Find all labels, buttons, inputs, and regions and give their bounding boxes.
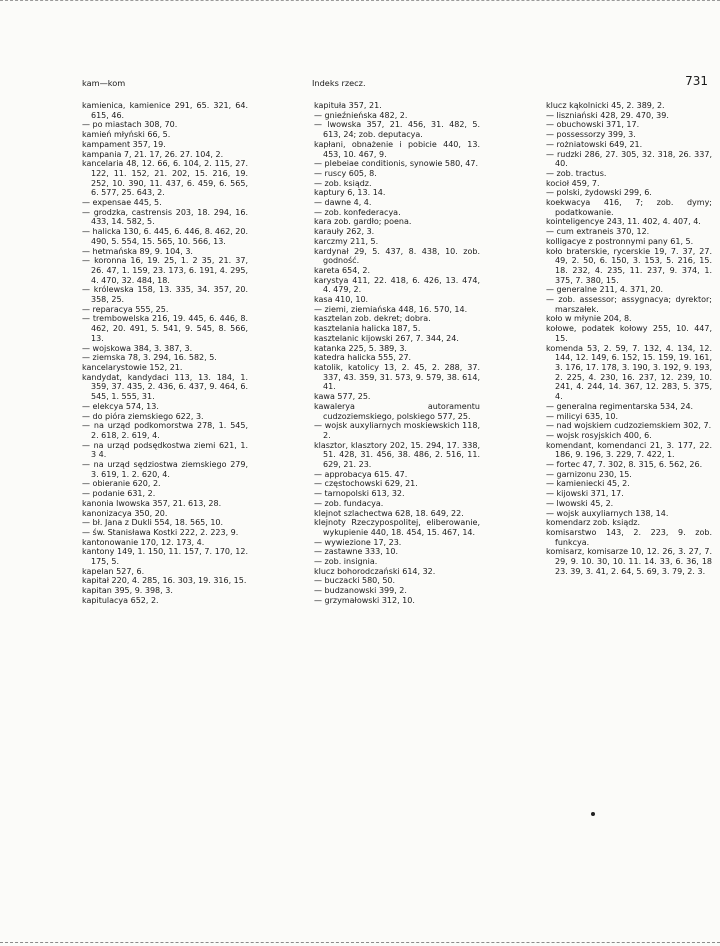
index-entry: — plebeiae conditionis, synowie 580, 47. bbox=[314, 159, 478, 169]
index-column-1 bbox=[82, 101, 248, 901]
index-entry: kocioł 459, 7. bbox=[546, 178, 600, 188]
index-entry: kapitan 395, 9. 398, 3. bbox=[82, 586, 173, 596]
index-entry: — częstochowski 629, 21. bbox=[314, 479, 418, 489]
index-columns bbox=[82, 101, 712, 901]
index-entry: kara zob. gardło; poena. bbox=[314, 217, 412, 227]
index-entry: klucz kąkolnicki 45, 2. 389, 2. bbox=[546, 101, 665, 110]
index-entry: kolligacye z postronnymi pany 61, 5. bbox=[546, 236, 694, 246]
index-entry: — zob. assessor; assygnacya; dyrektor; marszałek. bbox=[546, 295, 712, 314]
index-entry: — ziemska 78, 3. 294, 16. 582, 5. bbox=[82, 353, 217, 363]
index-entry: — cum extraneis 370, 12. bbox=[546, 227, 650, 237]
index-entry: — lwowska 357, 21. 456, 31. 482, 5. 613, 24; zob. deputacya. bbox=[314, 120, 480, 140]
page-header bbox=[82, 74, 708, 90]
index-entry: kantonowanie 170, 12. 173, 4. bbox=[82, 537, 205, 547]
index-entry: — zob. fundacya. bbox=[314, 498, 384, 508]
index-entry: — polski, żydowski 299, 6. bbox=[546, 188, 652, 198]
index-entry: — dawne 4, 4. bbox=[314, 198, 372, 208]
page-number: 731 bbox=[685, 74, 708, 88]
index-entry: kardynał 29, 5. 437, 8. 438, 10. zob. godność. bbox=[314, 246, 480, 266]
index-entry: karauły 262, 3. bbox=[314, 227, 375, 237]
index-entry: kampament 357, 19. bbox=[82, 139, 166, 149]
index-entry: komisarz, komisarze 10, 12. 26, 3. 27, 7. 29, 9. 10. 30, 10. 11. 14. 33, 6. 36, 18 23. 39, 3. 41, 2. 64, 5. 69, 3. 79, 2. 3. bbox=[546, 547, 712, 576]
index-entry: kawalerya autoramentu cudzoziemskiego, polskiego 577, 25. bbox=[314, 401, 480, 421]
index-entry: kawa 577, 25. bbox=[314, 392, 371, 402]
index-entry: — hetmańska 89, 9. 104, 3. bbox=[82, 246, 193, 256]
index-entry: komisarstwo 143, 2. 223, 9. zob. funkcya. bbox=[546, 527, 712, 547]
index-entry: — ziemi, ziemiańska 448, 16. 570, 14. bbox=[314, 304, 468, 314]
index-entry: kołowe, podatek kołowy 255, 10. 447, 15. bbox=[546, 324, 712, 343]
index-entry: karczmy 211, 5. bbox=[314, 236, 379, 246]
index-entry: — wojskowa 384, 3. 387, 3. bbox=[82, 343, 193, 353]
index-entry: kancelaria 48, 12. 66, 6. 104, 2. 115, 27. 122, 11. 152, 21. 202, 15. 216, 19. 252, 10. 390, 11. 437, 6. 459, 6. 565, 6. 577, 25. 643, 2. bbox=[82, 159, 248, 198]
index-entry: — obuchowski 371, 17. bbox=[546, 120, 640, 130]
index-entry: kamienica, kamienice 291, 65. 321, 64. 615, 46. bbox=[82, 101, 248, 120]
index-column-3 bbox=[546, 101, 712, 901]
index-entry: — liszniański 428, 29. 470, 39. bbox=[546, 110, 669, 120]
index-entry: — wojsk rosyjskich 400, 6. bbox=[546, 430, 652, 440]
index-entry: — grzymałowski 312, 10. bbox=[314, 595, 415, 605]
index-entry: — approbacya 615. 47. bbox=[314, 469, 408, 479]
scan-top-edge bbox=[0, 0, 720, 1]
index-entry: — wojsk auxyliarnych moskiewskich 118, 2. bbox=[314, 421, 480, 440]
index-entry: — na urząd podsędkostwa ziemi 621, 1. 3 4. bbox=[82, 440, 248, 460]
index-entry: koło w młynie 204, 8. bbox=[546, 314, 632, 324]
index-entry: — generalna regimentarska 534, 24. bbox=[546, 401, 694, 411]
index-entry: — milicyi 635, 10. bbox=[546, 411, 618, 421]
index-entry: katanka 225, 5. 389, 3. bbox=[314, 343, 407, 353]
scan-bottom-edge bbox=[0, 942, 720, 943]
index-entry: — bł. Jana z Dukli 554, 18. 565, 10. bbox=[82, 518, 224, 528]
index-entry: kapelan 527, 6. bbox=[82, 566, 145, 576]
index-entry: klejnoty Rzeczypospolitej, eliberowanie, wykupienie 440, 18. 454, 15. 467, 14. bbox=[314, 518, 480, 537]
index-entry: — halicka 130, 6. 445, 6. 446, 8. 462, 20. 490, 5. 554, 15. 565, 10. 566, 13. bbox=[82, 227, 248, 246]
index-entry: — na urząd sędziostwa ziemskiego 279, 3. 619, 1. 2. 620, 4. bbox=[82, 460, 248, 479]
index-entry: — fortec 47, 7. 302, 8. 315, 6. 562, 26. bbox=[546, 460, 703, 470]
index-entry: — garnizonu 230, 15. bbox=[546, 469, 632, 479]
index-entry: kointeligencye 243, 11. 402, 4. 407, 4. bbox=[546, 217, 701, 227]
index-entry: — kijowski 371, 17. bbox=[546, 489, 624, 499]
index-entry: — na urząd podkomorstwa 278, 1. 545, 2. 618, 2. 619, 4. bbox=[82, 421, 248, 440]
index-entry: katolik, katolicy 13, 2. 45, 2. 288, 37. 337, 43. 359, 31. 573, 9. 579, 38. 614, 41. bbox=[314, 362, 480, 392]
index-entry: kapituła 357, 21. bbox=[314, 101, 382, 110]
index-entry: — tarnopolski 613, 32. bbox=[314, 489, 405, 499]
index-entry: — wywiezione 17, 23. bbox=[314, 537, 402, 547]
printer-mark bbox=[591, 812, 595, 816]
index-entry: kasztelan zob. dekret; dobra. bbox=[314, 314, 431, 324]
index-entry: — do pióra ziemskiego 622, 3. bbox=[82, 411, 204, 421]
index-entry: — ruscy 605, 8. bbox=[314, 168, 377, 178]
index-entry: — wojsk auxyliarnych 138, 14. bbox=[546, 508, 669, 518]
index-entry: — królewska 158, 13. 335, 34. 357, 20. 358, 25. bbox=[82, 285, 248, 305]
index-entry: kampania 7, 21. 17, 26. 27. 104, 2. bbox=[82, 149, 224, 159]
index-entry: — grodzka, castrensis 203, 18. 294, 16. 433, 14. 582, 5. bbox=[82, 207, 248, 227]
index-entry: — generalne 211, 4. 371, 20. bbox=[546, 285, 664, 295]
index-entry: — zob. insignia. bbox=[314, 557, 378, 567]
index-entry: — rożniatowski 649, 21. bbox=[546, 139, 643, 149]
index-entry: — rudzki 286, 27. 305, 32. 318, 26. 337, 40. bbox=[546, 149, 712, 169]
index-entry: kaptury 6, 13. 14. bbox=[314, 188, 386, 198]
index-entry: — podanie 631, 2. bbox=[82, 489, 156, 499]
index-entry: kasztelanic kijowski 267, 7. 344, 24. bbox=[314, 333, 459, 343]
index-entry: — po miastach 308, 70. bbox=[82, 120, 178, 130]
index-entry: — zastawne 333, 10. bbox=[314, 547, 399, 557]
index-entry: — koronna 16, 19. 25, 1. 2 35, 21. 37, 26. 47, 1. 159, 23. 173, 6. 191, 4. 295, 4. 470, 32. 484, 18. bbox=[82, 256, 248, 285]
index-entry: klasztor, klasztory 202, 15. 294, 17. 338, 51. 428, 31. 456, 38. 486, 2. 516, 11. 629, 21. 23. bbox=[314, 440, 480, 470]
index-entry: kamień młyński 66, 5. bbox=[82, 130, 171, 140]
index-entry: — gnieźnieńska 482, 2. bbox=[314, 110, 408, 120]
index-entry: — buczacki 580, 50. bbox=[314, 576, 396, 586]
index-entry: kandydat, kandydaci 113, 13. 184, 1. 359, 37. 435, 2. 436, 6. 437, 9. 464, 6. 545, 1. 555, 31. bbox=[82, 372, 248, 402]
index-entry: kapitał 220, 4. 285, 16. 303, 19. 316, 15. bbox=[82, 576, 247, 586]
index-entry: kanonia lwowska 357, 21. 613, 28. bbox=[82, 498, 222, 508]
index-entry: klejnot szlachectwa 628, 18. 649, 22. bbox=[314, 508, 464, 518]
index-entry: kapłani, obnażenie i pobicie 440, 13. 453, 10. 467, 9. bbox=[314, 139, 480, 159]
index-entry: kanonizacya 350, 20. bbox=[82, 508, 168, 518]
index-entry: komendarz zob. ksiądz. bbox=[546, 518, 641, 528]
index-entry: kareta 654, 2. bbox=[314, 265, 370, 275]
running-head-range: kam—kom bbox=[82, 78, 126, 88]
running-head-title: Indeks rzecz. bbox=[312, 78, 366, 88]
index-entry: — zob. konfederacya. bbox=[314, 207, 401, 217]
index-entry: klucz bohorodczański 614, 32. bbox=[314, 566, 436, 576]
index-entry: — zob. ksiądz. bbox=[314, 178, 372, 188]
index-entry: — kamieniecki 45, 2. bbox=[546, 479, 630, 489]
index-entry: — obieranie 620, 2. bbox=[82, 479, 161, 489]
index-entry: katedra halicka 555, 27. bbox=[314, 353, 412, 363]
index-entry: kancelarystowie 152, 21. bbox=[82, 362, 183, 372]
index-entry: koło braterskie, rycerskie 19, 7. 37, 27. 49, 2. 50, 6. 150, 3. 153, 5. 216, 15. 18. 232, 4. 235, 11. 237, 9. 374, 1. 375, 7. 380, 15. bbox=[546, 246, 712, 285]
index-entry: karystya 411, 22. 418, 6. 426, 13. 474, 4. 479, 2. bbox=[314, 275, 480, 295]
index-entry: — św. Stanisława Kostki 222, 2. 223, 9. bbox=[82, 527, 239, 537]
index-column-2 bbox=[314, 101, 480, 901]
index-entry: komenda 53, 2. 59, 7. 132, 4. 134, 12. 144, 12. 149, 6. 152, 15. 159, 19. 161, 3. 176, 17. 178, 3. 190, 3. 192, 9. 193, 2. 225, 4. 230, 16. 237, 12. 239, 10. 241, 4. 244, 14. 367, 12. 283, 5. 375, 4. bbox=[546, 343, 712, 402]
index-entry: — elekcya 574, 13. bbox=[82, 401, 159, 411]
index-entry: — expensae 445, 5. bbox=[82, 198, 162, 208]
index-entry: — trembowelska 216, 19. 445, 6. 446, 8. 462, 20. 491, 5. 541, 9. 545, 8. 566, 13. bbox=[82, 314, 248, 343]
index-entry: — budzanowski 399, 2. bbox=[314, 586, 407, 596]
index-entry: — reparacya 555, 25. bbox=[82, 304, 169, 314]
index-entry: — nad wojskiem cudzoziemskiem 302, 7. bbox=[546, 421, 712, 431]
index-entry: koekwacya 416, 7; zob. dymy; podatkowanie. bbox=[546, 198, 712, 217]
index-entry: — lwowski 45, 2. bbox=[546, 498, 614, 508]
index-entry: komendant, komendanci 21, 3. 177, 22. 186, 9. 196, 3. 229, 7. 422, 1. bbox=[546, 440, 712, 460]
index-entry: kasa 410, 10. bbox=[314, 295, 369, 305]
index-entry: — zob. tractus. bbox=[546, 168, 607, 178]
index-entry: kantony 149, 1. 150, 11. 157, 7. 170, 12. 175, 5. bbox=[82, 547, 248, 567]
index-entry: kasztelania halicka 187, 5. bbox=[314, 324, 421, 334]
index-entry: — possessorzy 399, 3. bbox=[546, 130, 636, 140]
index-entry: kapitulacya 652, 2. bbox=[82, 595, 159, 605]
